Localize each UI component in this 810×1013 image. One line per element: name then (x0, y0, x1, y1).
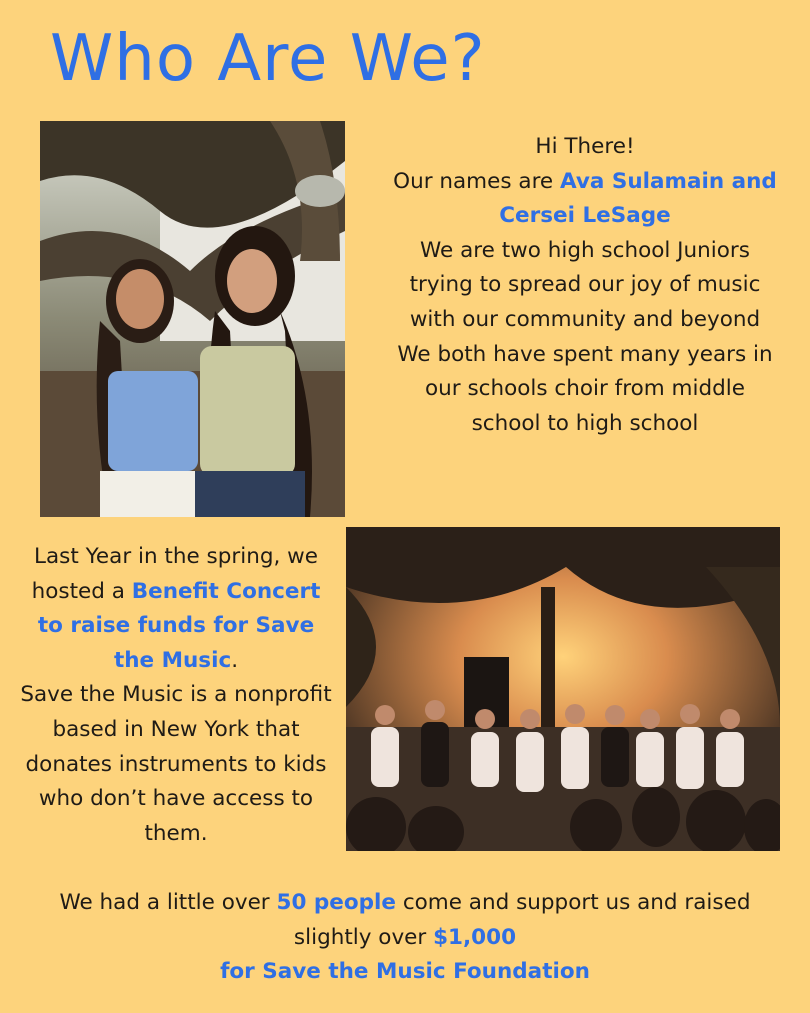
closing-line (20, 886, 790, 955)
closing-text (20, 886, 790, 990)
story-text (18, 540, 334, 851)
greeting: Hi There! (535, 134, 635, 159)
closing-part1: We had a little over (59, 890, 277, 915)
story-highlight: Benefit Concert to raise funds for Save the Music (37, 578, 321, 673)
people-count: 50 people (276, 890, 396, 915)
portrait-photo (40, 121, 345, 517)
amount-raised: $1,000 (433, 924, 517, 950)
names-highlight: Ava Sulamain and Cersei LeSage (499, 168, 777, 229)
story-part1: Last Year in the spring, we hosted a (31, 544, 318, 604)
story-period: . (231, 647, 239, 673)
story-intro (18, 540, 334, 678)
intro-text (392, 130, 778, 441)
page-title: Who Are We? (50, 22, 486, 96)
intro-body: We are two high school Juniors trying to spread our joy of music with our community and beyond We both have spent many years in our schools choir from middle school to high school (397, 237, 773, 436)
names-line (392, 165, 778, 234)
concert-photo (346, 527, 780, 851)
closing-part2: come and support us and raised slightly over (293, 890, 751, 950)
story-body: Save the Music is a nonprofit based in New York that donates instruments to kids who don’t have access to them. (20, 682, 332, 846)
names-prefix: Our names are (393, 168, 560, 194)
foundation-name: for Save the Music Foundation (220, 959, 590, 985)
